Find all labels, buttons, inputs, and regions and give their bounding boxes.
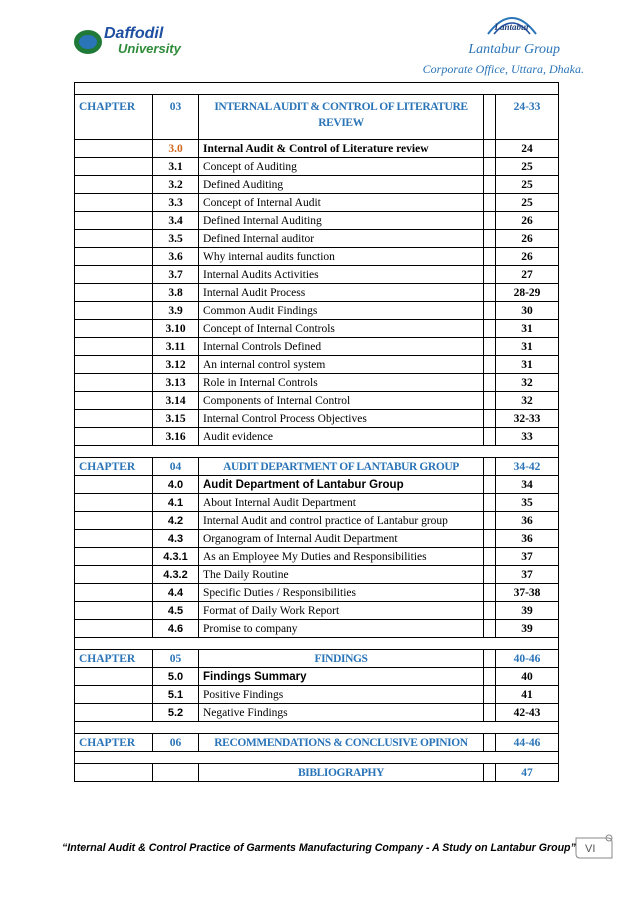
section-number: 3.15 bbox=[153, 410, 199, 428]
section-page: 28-29 bbox=[496, 284, 559, 302]
section-number: 3.8 bbox=[153, 284, 199, 302]
section-number: 3.9 bbox=[153, 302, 199, 320]
toc-row bbox=[75, 428, 559, 446]
section-title: Concept of Internal Controls bbox=[199, 320, 484, 338]
chapter-pages: 40-46 bbox=[496, 650, 559, 668]
chapter-title: INTERNAL AUDIT & CONTROL OF LITERATURE REVIEW bbox=[199, 95, 484, 140]
section-page: 36 bbox=[496, 512, 559, 530]
section-title: Concept of Auditing bbox=[199, 158, 484, 176]
toc-row bbox=[75, 476, 559, 494]
svg-text:University: University bbox=[118, 41, 181, 56]
toc-row bbox=[75, 158, 559, 176]
toc-row bbox=[75, 410, 559, 428]
section-title: Defined Internal auditor bbox=[199, 230, 484, 248]
section-number: 3.7 bbox=[153, 266, 199, 284]
section-page: 31 bbox=[496, 338, 559, 356]
section-title: Internal Audit Process bbox=[199, 284, 484, 302]
section-page: 32 bbox=[496, 374, 559, 392]
section-title: Audit Department of Lantabur Group bbox=[199, 476, 484, 494]
section-page: 26 bbox=[496, 212, 559, 230]
section-page: 41 bbox=[496, 686, 559, 704]
bibliography-page: 47 bbox=[496, 764, 559, 782]
spacer-row bbox=[75, 446, 559, 458]
daffodil-university-logo bbox=[70, 22, 210, 58]
section-title: Internal Controls Defined bbox=[199, 338, 484, 356]
section-page: 27 bbox=[496, 266, 559, 284]
chapter-row bbox=[75, 458, 559, 476]
org-subtitle: Corporate Office, Uttara, Dhaka. bbox=[422, 62, 584, 76]
toc-row bbox=[75, 176, 559, 194]
toc-row bbox=[75, 302, 559, 320]
section-page: 36 bbox=[496, 530, 559, 548]
section-number: 4.3.1 bbox=[153, 548, 199, 566]
toc-row bbox=[75, 512, 559, 530]
chapter-label: CHAPTER bbox=[75, 650, 153, 668]
section-number: 3.5 bbox=[153, 230, 199, 248]
section-number: 3.0 bbox=[153, 140, 199, 158]
section-page: 24 bbox=[496, 140, 559, 158]
section-title: Audit evidence bbox=[199, 428, 484, 446]
section-page: 25 bbox=[496, 176, 559, 194]
section-title: Organogram of Internal Audit Department bbox=[199, 530, 484, 548]
toc-row bbox=[75, 230, 559, 248]
section-page: 32 bbox=[496, 392, 559, 410]
section-number: 5.1 bbox=[153, 686, 199, 704]
section-title: Why internal audits function bbox=[199, 248, 484, 266]
chapter-number: 04 bbox=[153, 458, 199, 476]
section-page: 25 bbox=[496, 194, 559, 212]
page-number: VI bbox=[585, 843, 596, 855]
section-title: The Daily Routine bbox=[199, 566, 484, 584]
section-page: 35 bbox=[496, 494, 559, 512]
toc-row bbox=[75, 212, 559, 230]
toc-row bbox=[75, 320, 559, 338]
chapter-pages: 24-33 bbox=[496, 95, 559, 140]
section-number: 3.14 bbox=[153, 392, 199, 410]
toc-row bbox=[75, 602, 559, 620]
section-number: 3.16 bbox=[153, 428, 199, 446]
table-of-contents bbox=[74, 82, 559, 782]
toc-row bbox=[75, 548, 559, 566]
section-title: Positive Findings bbox=[199, 686, 484, 704]
section-number: 4.2 bbox=[153, 512, 199, 530]
toc-row bbox=[75, 620, 559, 638]
section-page: 33 bbox=[496, 428, 559, 446]
section-title: Role in Internal Controls bbox=[199, 374, 484, 392]
toc-row bbox=[75, 494, 559, 512]
section-number: 4.3 bbox=[153, 530, 199, 548]
chapter-number: 06 bbox=[153, 734, 199, 752]
section-title: Common Audit Findings bbox=[199, 302, 484, 320]
section-page: 34 bbox=[496, 476, 559, 494]
bibliography-row bbox=[75, 764, 559, 782]
footer-title: “Internal Audit & Control Practice of Garments Manufacturing Company - A Study on Lantabur Group” bbox=[62, 842, 576, 854]
toc-row bbox=[75, 566, 559, 584]
chapter-number: 03 bbox=[153, 95, 199, 140]
toc-row bbox=[75, 338, 559, 356]
toc-row bbox=[75, 668, 559, 686]
section-page: 37-38 bbox=[496, 584, 559, 602]
chapter-row bbox=[75, 734, 559, 752]
chapter-label: CHAPTER bbox=[75, 734, 153, 752]
spacer-row bbox=[75, 752, 559, 764]
toc-row bbox=[75, 284, 559, 302]
chapter-label: CHAPTER bbox=[75, 95, 153, 140]
section-number: 4.4 bbox=[153, 584, 199, 602]
section-page: 31 bbox=[496, 320, 559, 338]
section-title: Format of Daily Work Report bbox=[199, 602, 484, 620]
chapter-row bbox=[75, 650, 559, 668]
section-page: 39 bbox=[496, 620, 559, 638]
section-page: 42-43 bbox=[496, 704, 559, 722]
toc-row bbox=[75, 374, 559, 392]
section-title: Internal Control Process Objectives bbox=[199, 410, 484, 428]
section-title: Defined Auditing bbox=[199, 176, 484, 194]
section-number: 3.12 bbox=[153, 356, 199, 374]
lantabur-logo bbox=[484, 8, 540, 40]
section-title: An internal control system bbox=[199, 356, 484, 374]
section-number: 4.6 bbox=[153, 620, 199, 638]
section-title: Internal Audit & Control of Literature review bbox=[199, 140, 484, 158]
toc-row bbox=[75, 686, 559, 704]
section-number: 4.5 bbox=[153, 602, 199, 620]
section-number: 3.1 bbox=[153, 158, 199, 176]
spacer-row bbox=[75, 83, 559, 95]
chapter-title: FINDINGS bbox=[199, 650, 484, 668]
section-page: 26 bbox=[496, 248, 559, 266]
spacer-row bbox=[75, 638, 559, 650]
section-number: 4.0 bbox=[153, 476, 199, 494]
section-number: 4.3.2 bbox=[153, 566, 199, 584]
section-number: 3.13 bbox=[153, 374, 199, 392]
bibliography-title: BIBLIOGRAPHY bbox=[199, 764, 484, 782]
section-number: 3.11 bbox=[153, 338, 199, 356]
chapter-pages: 44-46 bbox=[496, 734, 559, 752]
section-title: Findings Summary bbox=[199, 668, 484, 686]
section-title: About Internal Audit Department bbox=[199, 494, 484, 512]
section-page: 32-33 bbox=[496, 410, 559, 428]
chapter-title: RECOMMENDATIONS & CONCLUSIVE OPINION bbox=[199, 734, 484, 752]
svg-text:Lantabur: Lantabur bbox=[494, 22, 530, 32]
section-number: 3.10 bbox=[153, 320, 199, 338]
section-page: 26 bbox=[496, 230, 559, 248]
toc-row bbox=[75, 266, 559, 284]
toc-row bbox=[75, 140, 559, 158]
svg-text:Daffodil: Daffodil bbox=[104, 25, 164, 42]
section-title: Negative Findings bbox=[199, 704, 484, 722]
section-page: 40 bbox=[496, 668, 559, 686]
toc-row bbox=[75, 194, 559, 212]
section-page: 31 bbox=[496, 356, 559, 374]
section-title: Internal Audit and control practice of Lantabur group bbox=[199, 512, 484, 530]
section-number: 5.0 bbox=[153, 668, 199, 686]
toc-row bbox=[75, 584, 559, 602]
chapter-label: CHAPTER bbox=[75, 458, 153, 476]
section-page: 30 bbox=[496, 302, 559, 320]
section-number: 3.6 bbox=[153, 248, 199, 266]
toc-row bbox=[75, 530, 559, 548]
section-page: 39 bbox=[496, 602, 559, 620]
toc-row bbox=[75, 356, 559, 374]
section-number: 4.1 bbox=[153, 494, 199, 512]
toc-row bbox=[75, 392, 559, 410]
section-title: Concept of Internal Audit bbox=[199, 194, 484, 212]
chapter-number: 05 bbox=[153, 650, 199, 668]
section-title: Internal Audits Activities bbox=[199, 266, 484, 284]
section-number: 3.3 bbox=[153, 194, 199, 212]
section-number: 3.4 bbox=[153, 212, 199, 230]
section-page: 37 bbox=[496, 566, 559, 584]
chapter-pages: 34-42 bbox=[496, 458, 559, 476]
section-page: 37 bbox=[496, 548, 559, 566]
section-title: Components of Internal Control bbox=[199, 392, 484, 410]
chapter-row bbox=[75, 95, 559, 140]
toc-row bbox=[75, 248, 559, 266]
toc-row bbox=[75, 704, 559, 722]
section-number: 5.2 bbox=[153, 704, 199, 722]
section-number: 3.2 bbox=[153, 176, 199, 194]
section-title: Specific Duties / Responsibilities bbox=[199, 584, 484, 602]
section-page: 25 bbox=[496, 158, 559, 176]
chapter-title: AUDIT DEPARTMENT OF LANTABUR GROUP bbox=[199, 458, 484, 476]
section-title: As an Employee My Duties and Responsibilities bbox=[199, 548, 484, 566]
spacer-row bbox=[75, 722, 559, 734]
section-title: Promise to company bbox=[199, 620, 484, 638]
org-name: Lantabur Group bbox=[468, 42, 560, 57]
section-title: Defined Internal Auditing bbox=[199, 212, 484, 230]
